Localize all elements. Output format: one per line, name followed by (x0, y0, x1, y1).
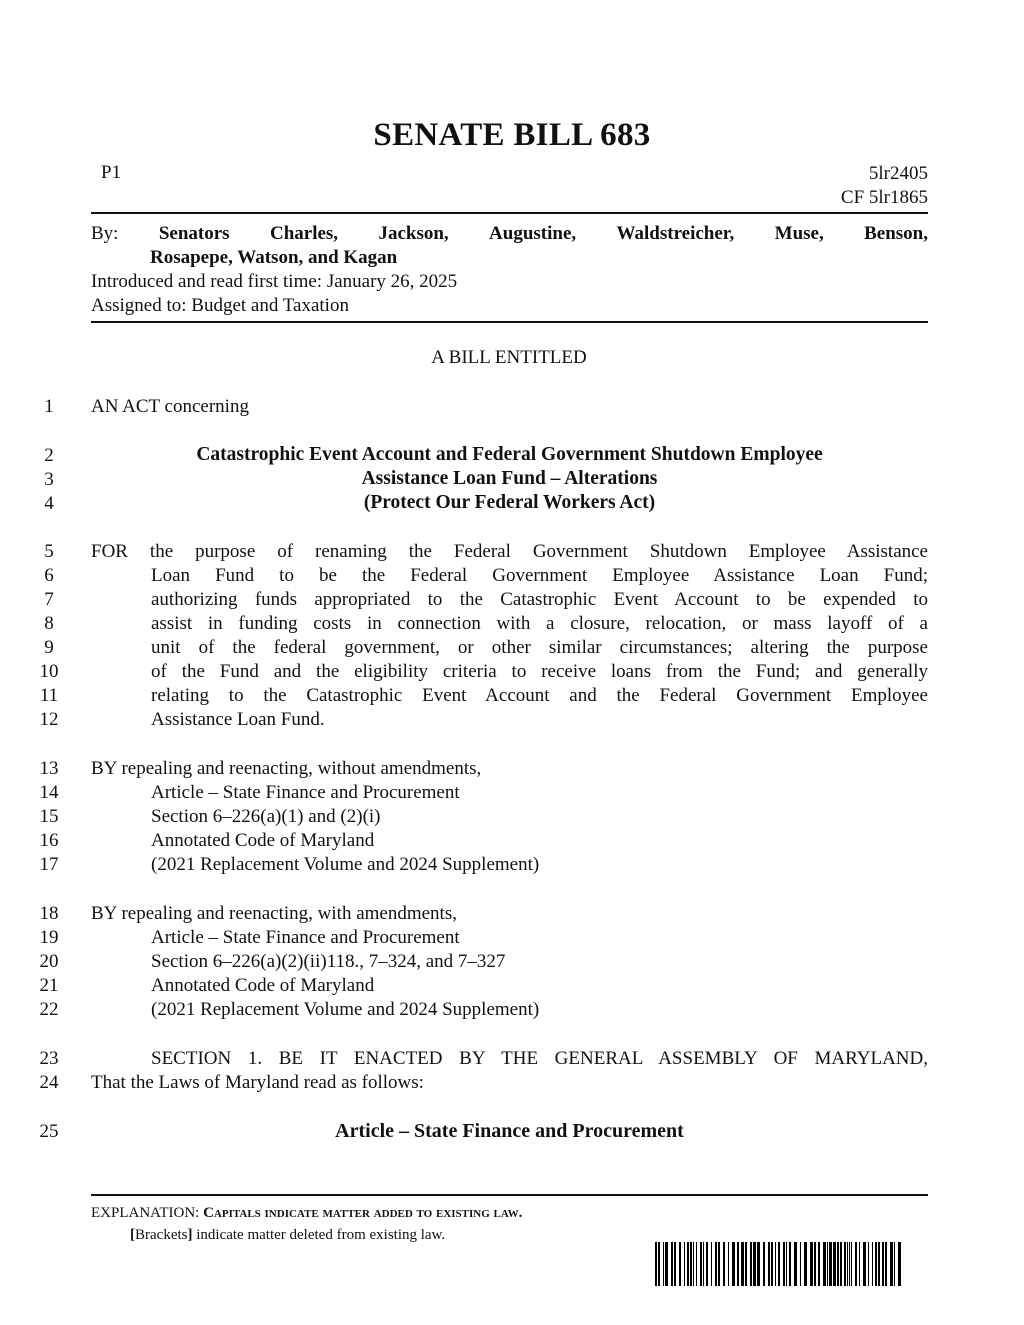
barcode-bar (837, 1242, 839, 1286)
barcode-image (655, 1242, 905, 1286)
barcode-bar (718, 1242, 720, 1286)
barcode-bar (732, 1242, 735, 1286)
barcode-bar (827, 1242, 828, 1286)
sponsor-word: Muse, (774, 223, 824, 244)
purpose-line: relating to the Catastrophic Event Account and the Federal Government Employee (151, 685, 928, 706)
barcode-bar (810, 1242, 813, 1286)
barcode-bar (763, 1242, 765, 1286)
barcode-bar (885, 1242, 887, 1286)
drafting-code: 5lr2405 (868, 163, 928, 184)
barcode-bar (775, 1242, 776, 1286)
barcode-bar (711, 1242, 712, 1286)
barcode-bar (663, 1242, 664, 1286)
barcode-bar (804, 1242, 807, 1286)
purpose-line: FOR the purpose of renaming the Federal Government Shutdown Employee Assistance (91, 541, 928, 562)
line-number: 18 (39, 903, 59, 924)
barcode-bar (671, 1242, 673, 1286)
barcode-bar (789, 1242, 791, 1286)
citation-line: Article – State Finance and Procurement (151, 927, 460, 948)
line-number: 23 (39, 1048, 59, 1069)
barcode-bar (771, 1242, 773, 1286)
line-number: 9 (44, 637, 54, 658)
barcode-bar (863, 1242, 866, 1286)
purpose-line: Loan Fund to be the Federal Government Employee Assistance Loan Fund; (151, 565, 928, 586)
enacting-clause-cont: That the Laws of Maryland read as follows: (91, 1072, 424, 1093)
line-number: 5 (44, 541, 54, 562)
barcode-bar (723, 1242, 725, 1286)
explanation-label: EXPLANATION: (91, 1205, 200, 1221)
barcode-bar (847, 1242, 848, 1286)
line-number: 13 (39, 758, 59, 779)
sponsor-rule (91, 321, 928, 323)
sponsor-word: Augustine, (489, 223, 577, 244)
by-label: By: (91, 223, 119, 244)
barcode-bar (849, 1242, 850, 1286)
repeal-heading: BY repealing and reenacting, without amendments, (91, 758, 482, 779)
barcode-bar (700, 1242, 702, 1286)
article-heading: Article – State Finance and Procurement (335, 1120, 684, 1142)
citation-line: (2021 Replacement Volume and 2024 Supplement) (151, 999, 540, 1020)
explanation-line (91, 1205, 522, 1222)
line-number: 10 (39, 661, 59, 682)
brackets-note (130, 1227, 445, 1244)
barcode-bar (768, 1242, 770, 1286)
barcode-bar (859, 1242, 860, 1286)
drafting-codes (841, 162, 928, 210)
barcode-bar (679, 1242, 681, 1286)
barcode-bar (750, 1242, 752, 1286)
act-title-line: Catastrophic Event Account and Federal Government Shutdown Employee (196, 444, 823, 465)
sponsor-word: Waldstreicher, (616, 223, 735, 244)
purpose-line: assist in funding costs in connection with a closure, relocation, or mass layoff of a (151, 613, 928, 634)
line-number: 22 (39, 999, 59, 1020)
citation-line: (2021 Replacement Volume and 2024 Supplement) (151, 854, 540, 875)
barcode-bar (687, 1242, 689, 1286)
barcode-bar (833, 1242, 836, 1286)
enacting-clause: SECTION 1. BE IT ENACTED BY THE GENERAL ASSEMBLY OF MARYLAND, (151, 1048, 928, 1069)
act-short-title: (Protect Our Federal Workers Act) (363, 492, 656, 513)
barcode-bar (783, 1242, 785, 1286)
line-number: 24 (39, 1072, 59, 1093)
barcode-bar (665, 1242, 668, 1286)
barcode-bar (844, 1242, 846, 1286)
barcode-bar (890, 1242, 893, 1286)
barcode-bar (737, 1242, 739, 1286)
line-number: 21 (39, 975, 59, 996)
line-number: 2 (44, 445, 54, 466)
line-number: 19 (39, 927, 59, 948)
purpose-line: authorizing funds appropriated to the Catastrophic Event Account to be expended to (151, 589, 928, 610)
line-number: 6 (44, 565, 54, 586)
barcode-bar (728, 1242, 729, 1286)
header-rule (91, 212, 928, 214)
explanation-caps-note: Capitals indicate matter added to existing law. (203, 1205, 523, 1221)
barcode-bar (898, 1242, 901, 1286)
bill-title: SENATE BILL 683 (373, 117, 651, 153)
footer-rule (91, 1194, 928, 1196)
repeal-heading: BY repealing and reenacting, with amendments, (91, 903, 457, 924)
barcode-bar (715, 1242, 717, 1286)
line-number: 25 (39, 1121, 59, 1142)
sponsor-word: Jackson, (378, 223, 449, 244)
purpose-line: unit of the federal government, or other similar circumstances; altering the purpose (151, 637, 928, 658)
sponsor-block (91, 222, 928, 318)
barcode-bar (786, 1242, 787, 1286)
barcode-bar (794, 1242, 797, 1286)
line-number: 16 (39, 830, 59, 851)
barcode-bar (868, 1242, 869, 1286)
barcode-bar (814, 1242, 816, 1286)
barcode-bar (655, 1242, 657, 1286)
barcode-bar (690, 1242, 692, 1286)
barcode-bar (855, 1242, 857, 1286)
barcode-bar (882, 1242, 884, 1286)
bracket-open: [ (130, 1227, 135, 1243)
introduced-date: Introduced and read first time: January 26, 2025 (91, 271, 458, 292)
sponsor-word: Benson, (864, 223, 928, 244)
line-number: 17 (39, 854, 59, 875)
line-number: 8 (44, 613, 54, 634)
act-title-line: Assistance Loan Fund – Alterations (361, 468, 658, 489)
line-number: 4 (44, 493, 54, 514)
bracket-word: Brackets (135, 1227, 188, 1243)
barcode-bar (757, 1242, 760, 1286)
bracket-rest: indicate matter deleted from existing law. (196, 1227, 446, 1243)
barcode-bar (753, 1242, 756, 1286)
barcode-bar (851, 1242, 852, 1286)
barcode-bar (818, 1242, 820, 1286)
citation-line: Annotated Code of Maryland (151, 975, 375, 996)
act-concerning: AN ACT concerning (91, 396, 249, 417)
citation-line: Section 6–226(a)(2)(ii)118., 7–324, and 7–327 (151, 951, 506, 972)
barcode-bar (878, 1242, 880, 1286)
line-number: 3 (44, 469, 54, 490)
citation-line: Annotated Code of Maryland (151, 830, 375, 851)
barcode-bar (703, 1242, 704, 1286)
cross-file-code: CF 5lr1865 (840, 187, 928, 208)
committee-assignment: Assigned to: Budget and Taxation (91, 295, 349, 316)
barcode-bar (778, 1242, 780, 1286)
barcode-bar (658, 1242, 660, 1286)
bracket-close: ] (187, 1227, 193, 1243)
barcode-bar (706, 1242, 708, 1286)
sponsor-word: Senators (158, 223, 230, 244)
subject-code: P1 (101, 162, 122, 183)
line-number: 20 (39, 951, 59, 972)
line-number: 15 (39, 806, 59, 827)
line-number: 12 (39, 709, 59, 730)
barcode-bar (872, 1242, 873, 1286)
sponsor-line-2: Rosapepe, Watson, and Kagan (150, 247, 398, 268)
line-number: 11 (39, 685, 59, 706)
line-number: 7 (44, 589, 54, 610)
citation-line: Section 6–226(a)(1) and (2)(i) (151, 806, 381, 827)
sponsor-word: Charles, (269, 223, 339, 244)
barcode-bar (696, 1242, 697, 1286)
barcode-bar (693, 1242, 694, 1286)
barcode-bar (894, 1242, 895, 1286)
barcode-bar (840, 1242, 842, 1286)
barcode-bar (745, 1242, 747, 1286)
line-number: 14 (39, 782, 59, 803)
line-number: 1 (44, 396, 54, 417)
barcode-bar (823, 1242, 826, 1286)
purpose-line: of the Fund and the eligibility criteria to receive loans from the Fund; and generally (151, 661, 928, 682)
barcode-bar (674, 1242, 676, 1286)
purpose-line: Assistance Loan Fund. (151, 709, 325, 730)
barcode-bar (800, 1242, 801, 1286)
bill-entitled-heading: A BILL ENTITLED (431, 347, 587, 368)
barcode-bar (741, 1242, 744, 1286)
barcode-bar (684, 1242, 685, 1286)
sponsor-line-1 (91, 222, 928, 246)
barcode-bar (829, 1242, 832, 1286)
citation-line: Article – State Finance and Procurement (151, 782, 460, 803)
barcode-bar (875, 1242, 877, 1286)
